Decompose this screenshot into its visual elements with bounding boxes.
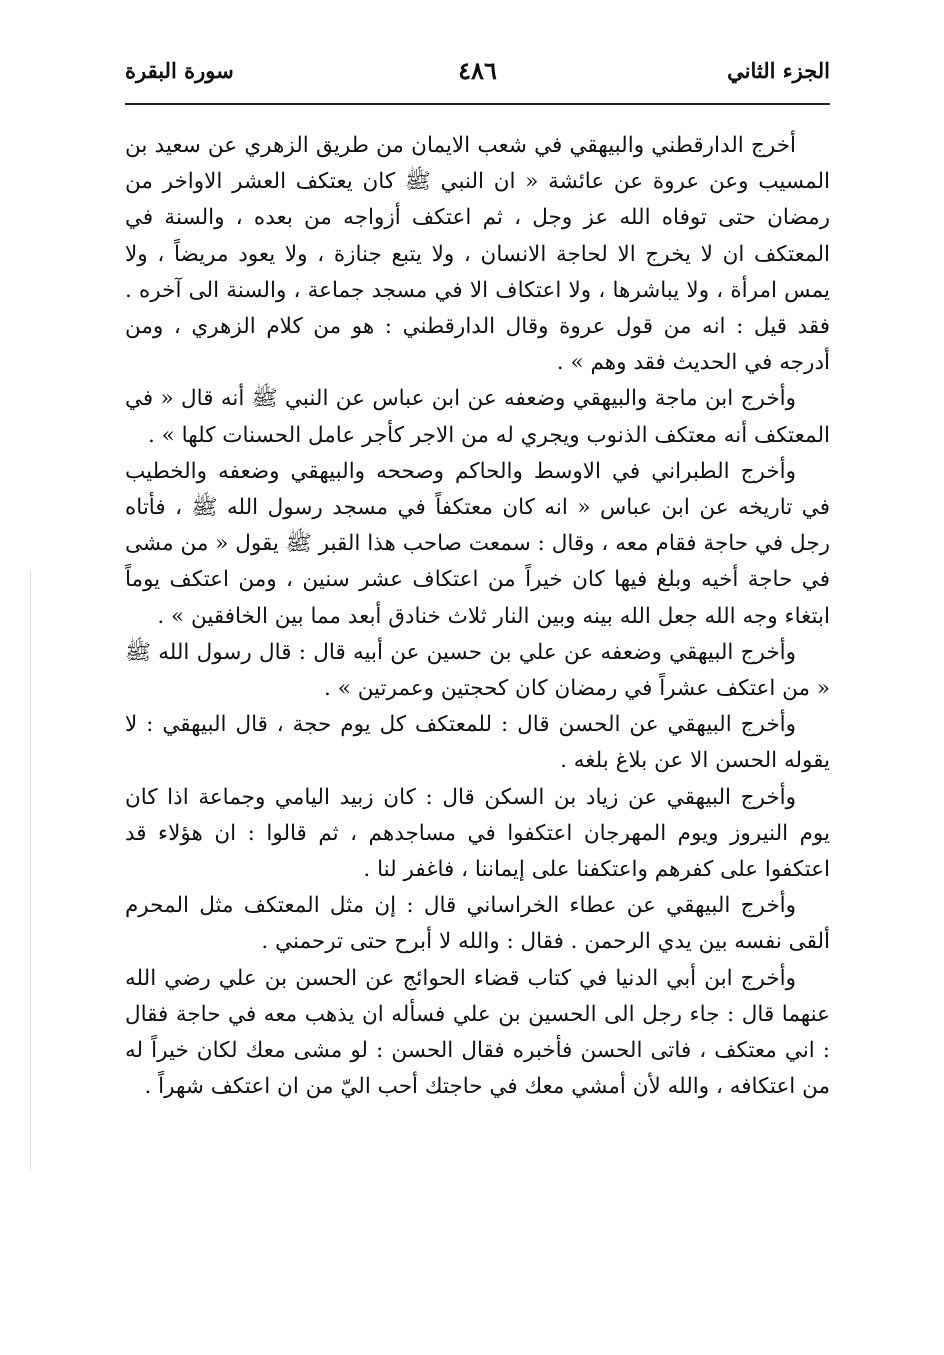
paragraph: وأخرج البيهقي وضعفه عن علي بن حسين عن أبيه قال : قال رسول الله ﷺ « من اعتكف عشراً في رمضان كان كحجتين وعمرتين » . [125, 639, 830, 702]
page-body [125, 128, 830, 1105]
header-part-title: الجزء الثاني [727, 58, 830, 83]
paragraph: أخرج الدارقطني والبيهقي في شعب الايمان من طريق الزهري عن سعيد بن المسيب وعن عروة عن عائشة « ان النبي ﷺ كان يعتكف العشر الاواخر من رمضان حتى توفاه الله عز وجل ، ثم اعتكف أزواجه من بعده ، والسنة في المعتكف ان لا يخرج الا لحاجة الانسان ، ولا يتبع جنازة ، ولا يعود مريضاً ، ولا يمس امرأة ، ولا يباشرها ، ولا اعتكاف الا في مسجد جماعة ، والسنة الى آخره . فقد قيل : انه من قول عروة وقال الدارقطني : هو من كلام الزهري ، ومن أدرجه في الحديث فقد وهم » . [125, 133, 830, 376]
running-header [125, 52, 830, 96]
paragraph: وأخرج ابن ماجة والبيهقي وضعفه عن ابن عباس عن النبي ﷺ أنه قال « في المعتكف أنه معتكف الذنوب ويجري له من الاجر كأجر عامل الحسنات كلها » . [125, 386, 830, 448]
header-divider [125, 103, 830, 105]
page-number: ٤٨٦ [458, 56, 497, 85]
paragraph: وأخرج ابن أبي الدنيا في كتاب قضاء الحوائج عن الحسن بن علي رضي الله عنهما قال : جاء رجل الى الحسين بن علي فسأله ان يذهب معه في حاجة فقال : اني معتكف ، فاتى الحسن فأخبره فقال الحسن : لو مشى معك لكان خيراً له من اعتكافه ، والله لأن أمشي معك في حاجتك أحب اليّ من ان اعتكف شهراً . [125, 965, 830, 1100]
header-surah-title: سورة البقرة [125, 58, 234, 83]
paragraph: وأخرج البيهقي عن الحسن قال : للمعتكف كل يوم حجة ، قال البيهقي : لا يقوله الحسن الا عن بلاغ بلغه . [125, 712, 830, 774]
paragraph: وأخرج البيهقي عن عطاء الخراساني قال : إن مثل المعتكف مثل المحرم ألقى نفسه بين يدي الرحمن . فقال : والله لا أبرح حتى ترحمني . [125, 893, 830, 955]
paragraph: وأخرج الطبراني في الاوسط والحاكم وصححه والبيهقي وضعفه والخطيب في تاريخه عن ابن عباس « انه كان معتكفاً في مسجد رسول الله ﷺ ، فأتاه رجل في حاجة فقام معه ، وقال : سمعت صاحب هذا القبر ﷺ يقول « من مشى في حاجة أخيه وبلغ فيها كان خيراً من اعتكاف عشر سنين ، ومن اعتكف يوماً ابتغاء وجه الله جعل الله بينه وبين النار ثلاث خنادق أبعد مما بين الخافقين » . [125, 458, 830, 629]
paragraph: وأخرج البيهقي عن زياد بن السكن قال : كان زبيد اليامي وجماعة اذا كان يوم النيروز ويوم المهرجان اعتكفوا في مساجدهم ، ثم قالوا : ان هؤلاء قد اعتكفوا على كفرهم واعتكفنا على إيماننا ، فاغفر لنا . [125, 784, 830, 883]
scan-edge-mark [30, 570, 31, 1170]
